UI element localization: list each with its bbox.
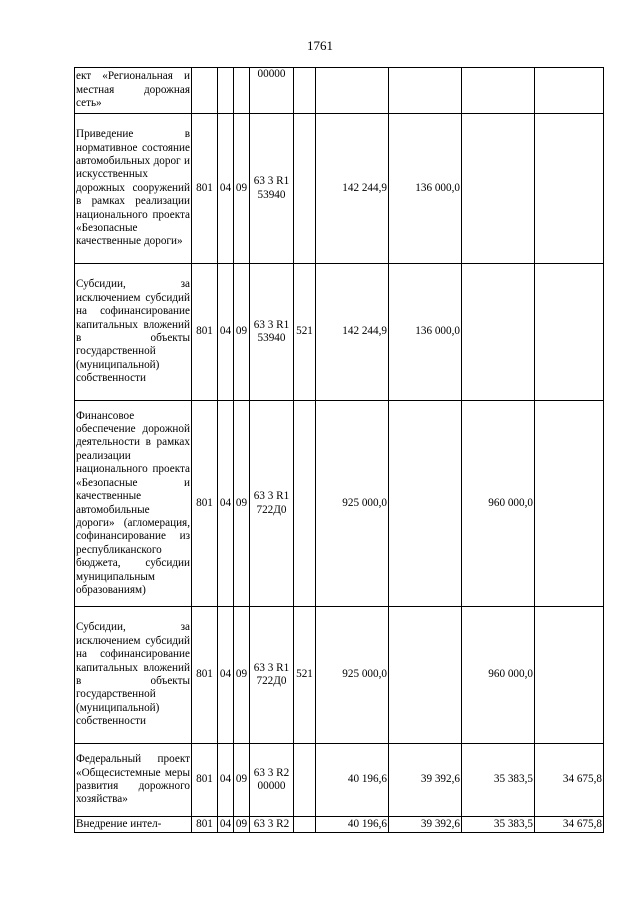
table-row: [75, 68, 604, 114]
pr-cell: 09: [234, 401, 250, 607]
value-2023-cell: 136 000,0: [389, 114, 462, 264]
vr-cell: [294, 68, 316, 114]
vr-cell: [294, 744, 316, 817]
value-2023-cell: [389, 401, 462, 607]
value-2024-cell: [462, 264, 535, 401]
row-name-cell: Субсидии, за исключением субсидий на софинансирование капитальных вложений в объекты государственной (муниципальной) собственности: [75, 607, 192, 744]
pr-cell: 09: [234, 817, 250, 833]
value-2024-cell: 35 383,5: [462, 817, 535, 833]
csr-cell: [250, 607, 294, 744]
gr-cell: 801: [192, 114, 218, 264]
vr-cell: [294, 817, 316, 833]
value-2022-cell: 142 244,9: [316, 114, 389, 264]
csr-part: 722Д0: [256, 675, 287, 687]
csr-part: 722Д0: [256, 503, 287, 516]
value-2023-cell: [389, 607, 462, 744]
value-2024-cell: [462, 68, 535, 114]
csr-cell: [250, 401, 294, 607]
table-row: [75, 744, 604, 817]
value-2025-cell: [535, 401, 604, 607]
csr-cell: [250, 68, 294, 114]
gr-cell: 801: [192, 817, 218, 833]
row-name-cell: Федеральный проект «Общесистемные меры развития дорожного хозяйства»: [75, 744, 192, 817]
value-2023-cell: [389, 68, 462, 114]
pr-cell: 09: [234, 607, 250, 744]
row-name-cell: Внедрение интел-: [75, 817, 192, 833]
page-number: 1761: [307, 38, 333, 53]
value-2022-cell: 142 244,9: [316, 264, 389, 401]
value-2023-cell: 136 000,0: [389, 264, 462, 401]
csr-cell: [250, 744, 294, 817]
csr-part: 63 3 R1: [253, 175, 290, 188]
pr-cell: 09: [234, 114, 250, 264]
value-2024-cell: [462, 114, 535, 264]
csr-part: 63 3 R1: [253, 318, 290, 331]
pr-cell: 09: [234, 264, 250, 401]
csr-part: 00000: [257, 780, 286, 792]
csr-part: 63 3 R1: [253, 490, 290, 503]
csr-part: 53940: [257, 188, 286, 201]
rz-cell: 04: [218, 114, 234, 264]
pr-cell: [234, 68, 250, 114]
value-2022-cell: 925 000,0: [316, 401, 389, 607]
rz-cell: 04: [218, 264, 234, 401]
table-row: [75, 264, 604, 401]
value-2025-cell: [535, 114, 604, 264]
value-2022-cell: 40 196,6: [316, 817, 389, 833]
gr-cell: 801: [192, 401, 218, 607]
row-name-cell: Финансовое обеспечение дорожной деятельности в рамках реализации национального проекта «Безопасные и качественные автомобильные дороги» (агломерация, софинансирование из республиканского бюджета, субсидии муниципальным образованиям): [75, 401, 192, 607]
table-row: [75, 817, 604, 833]
rz-cell: 04: [218, 817, 234, 833]
gr-cell: 801: [192, 607, 218, 744]
rz-cell: 04: [218, 744, 234, 817]
gr-cell: 801: [192, 744, 218, 817]
csr-part: 00000: [257, 68, 286, 80]
value-2022-cell: 40 196,6: [316, 744, 389, 817]
vr-cell: 521: [294, 264, 316, 401]
table-row: [75, 401, 604, 607]
csr-part: 53940: [257, 332, 286, 344]
value-2024-cell: 960 000,0: [462, 607, 535, 744]
row-name-cell: ект «Региональная и местная дорожная сеть»: [75, 68, 192, 114]
value-2022-cell: [316, 68, 389, 114]
table-row: [75, 114, 604, 264]
rz-cell: 04: [218, 401, 234, 607]
csr-cell: [250, 817, 294, 833]
value-2024-cell: 35 383,5: [462, 744, 535, 817]
budget-table: [74, 67, 604, 833]
csr-cell: [250, 264, 294, 401]
value-2025-cell: [535, 68, 604, 114]
table-row: [75, 607, 604, 744]
csr-part: 63 3 R2: [253, 817, 290, 830]
value-2024-cell: 960 000,0: [462, 401, 535, 607]
rz-cell: [218, 68, 234, 114]
pr-cell: 09: [234, 744, 250, 817]
vr-cell: 521: [294, 607, 316, 744]
value-2025-cell: 34 675,8: [535, 744, 604, 817]
value-2025-cell: 34 675,8: [535, 817, 604, 833]
csr-part: 63 3 R1: [253, 661, 290, 674]
row-name-cell: Приведение в нормативное состояние автомобильных дорог и искусственных дорожных сооружений в рамках реализации национального проекта «Безопасные качественные дороги»: [75, 114, 192, 264]
value-2025-cell: [535, 264, 604, 401]
csr-cell: [250, 114, 294, 264]
rz-cell: 04: [218, 607, 234, 744]
value-2023-cell: 39 392,6: [389, 817, 462, 833]
value-2023-cell: 39 392,6: [389, 744, 462, 817]
vr-cell: [294, 114, 316, 264]
gr-cell: [192, 68, 218, 114]
row-name-cell: Субсидии, за исключением субсидий на софинансирование капитальных вложений в объекты государственной (муниципальной) собственности: [75, 264, 192, 401]
gr-cell: 801: [192, 264, 218, 401]
value-2025-cell: [535, 607, 604, 744]
csr-part: 63 3 R2: [253, 766, 290, 779]
vr-cell: [294, 401, 316, 607]
value-2022-cell: 925 000,0: [316, 607, 389, 744]
